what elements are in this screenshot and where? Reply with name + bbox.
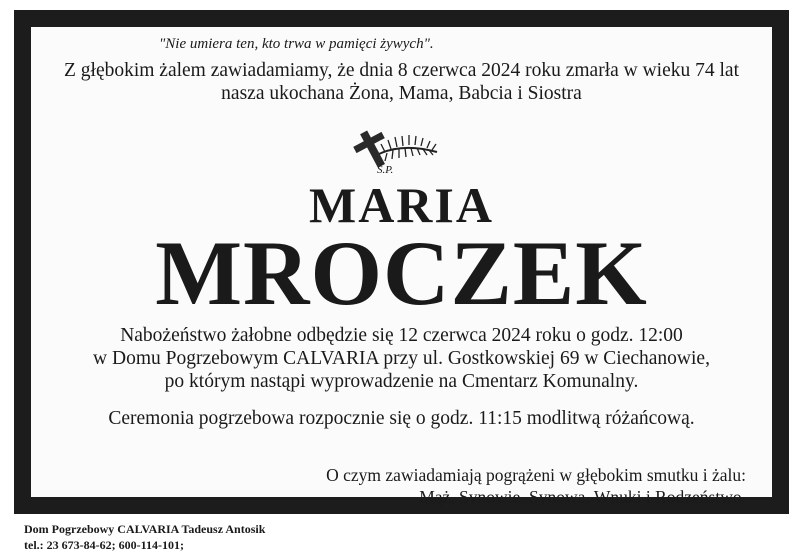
deceased-last-name: MROCZEK	[155, 222, 648, 324]
service-details	[31, 324, 772, 393]
funeral-home-name: Dom Pogrzebowy CALVARIA Tadeusz Antosik	[24, 522, 266, 536]
cross-palm-icon	[345, 122, 445, 174]
motto-quote: "Nie umiera ten, kto trwa w pamięci żywych".	[159, 36, 434, 52]
intro-line: nasza ukochana Żona, Mama, Babcia i Siostra	[221, 83, 582, 104]
service-line: Nabożeństwo żałobne odbędzie się 12 czerwca 2024 roku o godz. 12:00	[120, 325, 683, 346]
mourners-line: Mąż, Synowie, Synowa, Wnuki i Rodzeństwo.	[419, 487, 746, 507]
service-line: w Domu Pogrzebowym CALVARIA przy ul. Gostkowskiej 69 w Ciechanowie,	[93, 348, 710, 369]
funeral-home-footer	[24, 521, 265, 553]
funeral-home-phones: tel.: 23 673-84-62; 600-114-101;	[24, 538, 184, 552]
ceremony-note: Ceremonia pogrzebowa rozpocznie się o godz. 11:15 modlitwą różańcową.	[108, 408, 695, 429]
emblem-caption: Ś.P.	[377, 164, 394, 176]
announcement-intro	[31, 59, 772, 105]
mourners-line: O czym zawiadamiają pogrążeni w głębokim smutku i żalu:	[326, 465, 746, 485]
service-line: po którym nastąpi wyprowadzenie na Cmentarz Komunalny.	[164, 371, 639, 392]
mourners-block	[326, 464, 746, 508]
obituary-panel	[31, 27, 772, 507]
intro-line: Z głębokim żalem zawiadamiamy, że dnia 8 czerwca 2024 roku zmarła w wieku 74 lat	[63, 60, 739, 81]
deceased-first-name: MARIA	[309, 177, 494, 233]
obituary-border	[14, 10, 789, 514]
